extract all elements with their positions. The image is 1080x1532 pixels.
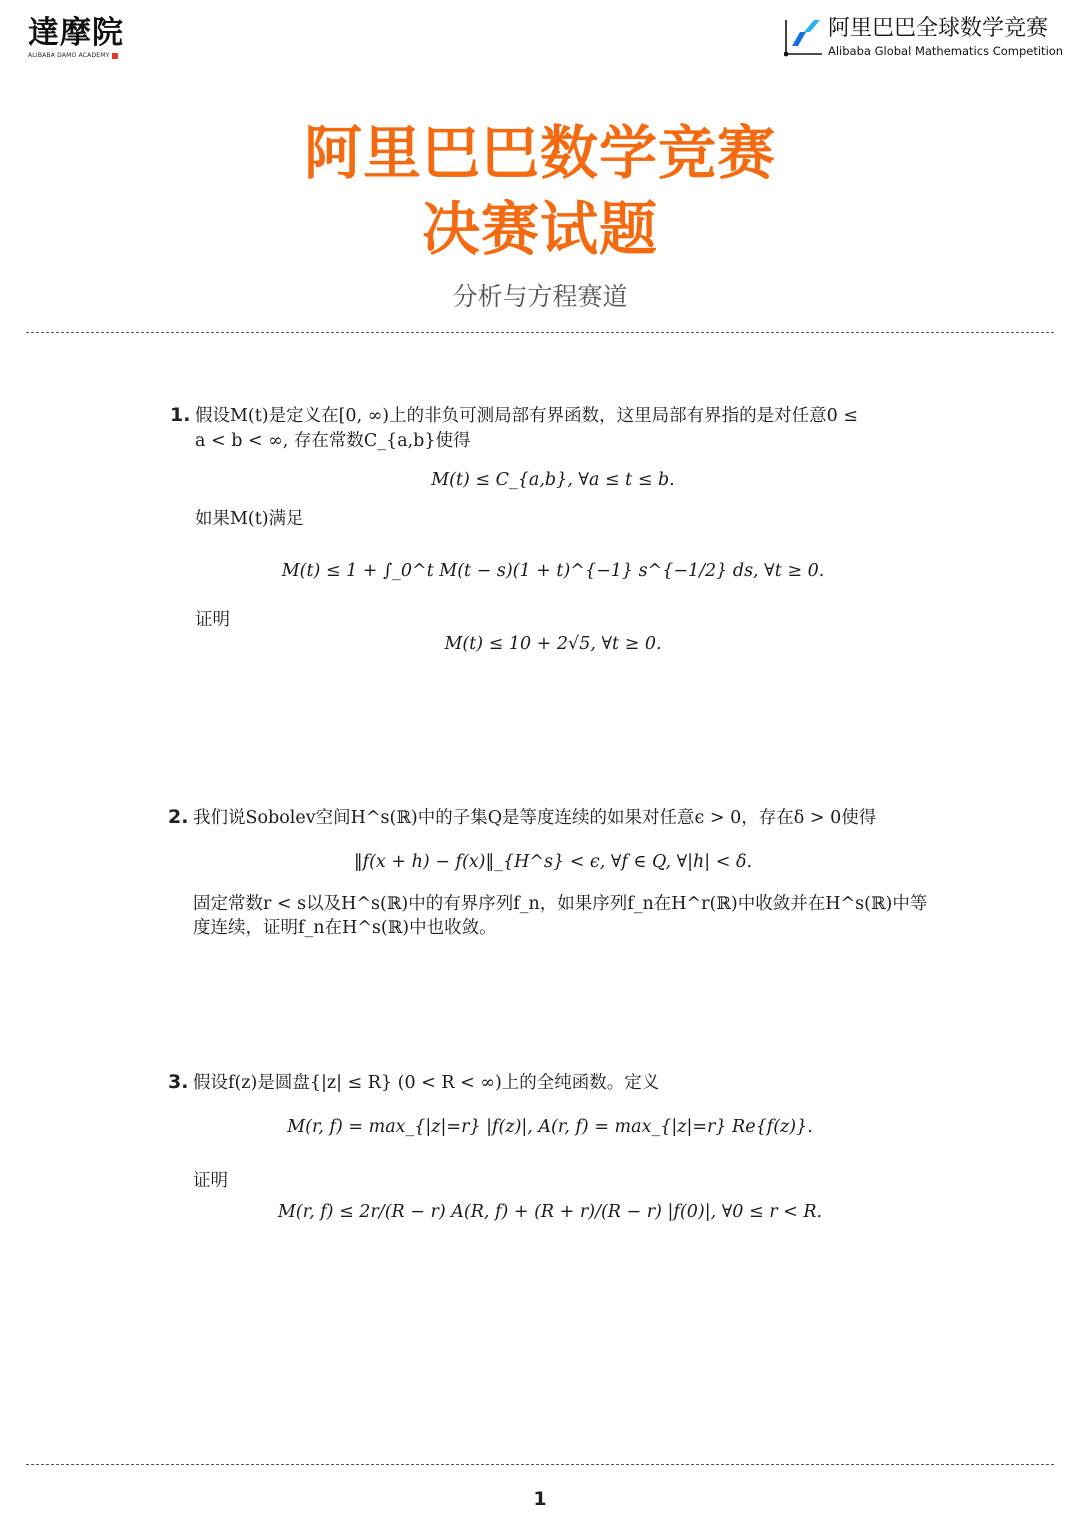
bottom-divider [26,1464,1054,1465]
problem-1-equation-3: M(t) ≤ 10 + 2√5, ∀t ≥ 0. [444,634,662,654]
seal-icon [112,53,118,59]
damo-logo-chinese: 達摩院 [28,15,124,51]
main-title-line-1: 阿里巴巴数学竞赛 [303,119,776,187]
problem-3-text-line-1: 假设f(z)是圆盘{|z| ≤ R} (0 < R < ∞)上的全纯函数。定义 [193,1073,660,1093]
page-number: 1 [533,1488,547,1510]
problem-2-text-line-3: 度连续，证明f_n在H^s(ℝ)中也收敛。 [193,918,497,938]
problem-2-text-line-1: 我们说Sobolev空间H^s(ℝ)中的子集Q是等度连续的如果对任意ϵ > 0，存在δ > 0使得 [193,808,877,828]
problem-1-equation-1: M(t) ≤ C_{a,b}, ∀a ≤ t ≤ b. [431,470,675,490]
problem-1-text-line-3: 如果M(t)满足 [195,509,304,529]
competition-logo [784,14,1064,62]
problem-1-text-line-1: 假设M(t)是定义在[0, ∞)上的非负可测局部有界函数，这里局部有界指的是对任意0 ≤ [195,406,858,426]
damo-academy-logo [28,14,138,60]
problem-3-equation-2: M(r, f) ≤ 2r/(R − r) A(R, f) + (R + r)/(R − r) |f(0)|, ∀0 ≤ r < R. [277,1202,823,1222]
main-title-line-2: 决赛试题 [421,195,658,263]
top-divider [26,332,1054,333]
problem-1-text-line-2: a < b < ∞, 存在常数C_{a,b}使得 [195,431,471,451]
problem-1-number: 1. [170,404,191,426]
track-subtitle: 分析与方程赛道 [452,282,628,311]
competition-logo-mark-icon [784,16,824,60]
competition-name-chinese: 阿里巴巴全球数学竞赛 [828,16,1049,41]
problem-1-text-line-4: 证明 [195,610,230,630]
problem-2-number: 2. [168,806,189,828]
problem-2-equation-1: ‖f(x + h) − f(x)‖_{H^s} < ϵ, ∀f ∈ Q, ∀|h| < δ. [353,852,753,872]
problem-1-equation-2: M(t) ≤ 1 + ∫_0^t M(t − s)(1 + t)^{−1} s^{−1/2} ds, ∀t ≥ 0. [281,561,825,581]
problem-3-equation-1: M(r, f) = max_{|z|=r} |f(z)|, A(r, f) = max_{|z|=r} Re{f(z)}. [287,1117,813,1137]
damo-logo-english-text: ALIBABA DAMO ACADEMY [28,52,110,59]
problem-3-text-line-2: 证明 [193,1171,228,1191]
problem-2-text-line-2: 固定常数r < s以及H^s(ℝ)中的有界序列f_n，如果序列f_n在H^r(ℝ)中收敛并在H^s(ℝ)中等 [193,894,928,914]
damo-logo-english [28,52,138,60]
problem-3-number: 3. [168,1071,189,1093]
competition-name-english: Alibaba Global Mathematics Competition [828,44,1064,58]
